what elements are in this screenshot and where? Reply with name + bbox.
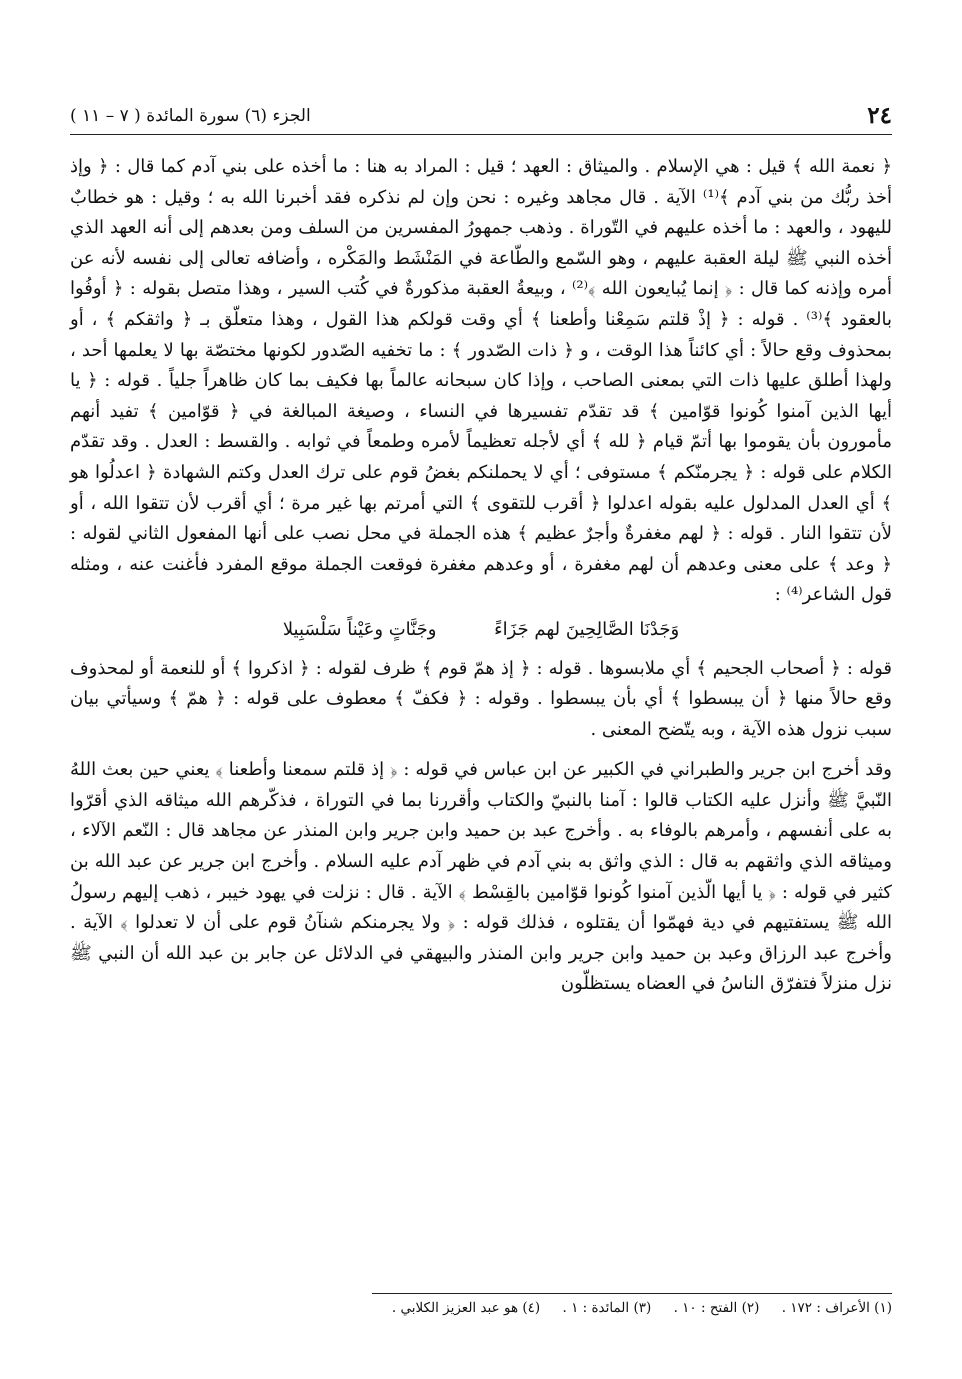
page-number: ٢٤	[867, 102, 892, 129]
verse-second-hemistich: وجَنَّاتٍ وعَيْناً سَلْسَبِيلا	[282, 618, 437, 640]
footnote-3: (٣) المائدة : ١ .	[562, 1300, 652, 1316]
footnote-4: (٤) هو عبد العزيز الكلابي .	[391, 1300, 541, 1316]
footnote-1: (١) الأعراف : ١٧٢ .	[781, 1300, 892, 1316]
footnotes	[70, 1300, 892, 1316]
poetry-verse	[70, 615, 892, 646]
verse-first-hemistich: وَجَدْنَا الصَّالِحِينَ لهم جَزَاءً	[494, 618, 680, 640]
footnote-divider	[372, 1293, 892, 1294]
paragraph-narrations: وقد أخرج ابن جرير والطبراني في الكبير عن ابن عباس في قوله : ﴿ إذ قلتم سمعنا وأطعنا ﴾ يعني حين بعث اللهُ النّبيَّ ﷺ وأنزل عليه الكتاب قالوا : آمنا بالنبيّ والكتاب وأقررنا بما في التوراة ، فذكّرهم الله ميثاقه الذي أقرّوا به على أنفسهم ، وأمرهم بالوفاء به . وأخرج عبد بن حميد وابن جرير وابن المنذر عن مجاهد قال : النّعم الآلاء ، وميثاقه الذي واثقهم به قال : الذي واثق به بني آدم في ظهر آدم عليه السلام . وأخرج ابن جرير عن عبد الله بن كثير في قوله : ﴿ يا أيها الّذين آمنوا كُونوا قوّامين بالقِسْط ﴾ الآية . قال : نزلت في يهود خيبر ، ذهب إليهم رسولُ الله ﷺ يستفتيهم في دية فهمّوا أن يقتلوه ، فذلك قوله : ﴿ ولا يجرمنكم شنآنُ قوم على أن لا تعدلوا ﴾ الآية . وأخرج عبد الرزاق وعبد بن حميد وابن جرير وابن المنذر والبيهقي في الدلائل عن جابر بن عبد الله أن النبي ﷺ نزل منزلاً فتفرّق الناسُ في العضاه يستظلّون	[70, 759, 892, 995]
running-title: الجزء (٦) سورة المائدة ( ٧ – ١١ )	[70, 106, 311, 126]
paragraph-commentary: ﴿ نعمة الله ﴾ قيل : هي الإسلام . والميثاق : العهد ؛ قيل : المراد به هنا : ما أخذه على بني آدم كما قال : ﴿ وإذ أخذ ربُّك من بني آدم ﴾⁽¹⁾ الآية . قال مجاهد وغيره : نحن وإن لم نذكره فقد أخبرنا الله به ؛ وقيل : هو خطابٌ لليهود ، والعهد : ما أخذه عليهم في التّوراة . وذهب جمهورُ المفسرين من السلف ومن بعدهم إلى أنه العهد الذي أخذه النبي ﷺ ليلة العقبة عليهم ، وهو السّمع والطّاعة في المَنْشَط والمَكْره ، وأضافه تعالى إلى نفسه لأنه عن أمره وإذنه كما قال : ﴿ إنما يُبايعون الله ﴾⁽²⁾ ، وبيعةُ العقبة مذكورةٌ في كُتب السير ، وهذا متصل بقوله : ﴿ أوفُوا بالعقود ﴾⁽³⁾ . قوله : ﴿ إذْ قلتم سَمِعْنا وأطعنا ﴾ أي وقت قولكم هذا القول ، وهذا متعلّق بـ ﴿ واثقكم ﴾ ، أو بمحذوف وقع حالاً : أي كائناً هذا الوقت ، و ﴿ ذات الصّدور ﴾ : ما تخفيه الصّدور لكونها مختصّة بها لا يعلمها أحد ، ولهذا أطلق عليها ذات التي بمعنى الصاحب ، وإذا كان سبحانه عالماً بها فكيف بما كان ظاهراً جلياً . قوله : ﴿ يا أيها الذين آمنوا كُونوا قوّامين ﴾ قد تقدّم تفسيرها في النساء ، وصيغة المبالغة في ﴿ قوّامين ﴾ تفيد أنهم مأمورون بأن يقوموا بها أتمّ قيام ﴿ لله ﴾ أي لأجله تعظيماً لأمره وطمعاً في ثوابه . والقسط : العدل . وقد تقدّم الكلام على قوله : ﴿ يجرمنّكم ﴾ مستوفى ؛ أي لا يحملنكم بغضُ قوم على ترك العدل وكتم الشهادة ﴿ اعدلُوا هو ﴾ أي العدل المدلول عليه بقوله اعدلوا ﴿ أقرب للتقوى ﴾ التي أمرتم بها غير مرة ؛ أي أقرب لأن تتقوا الله ، أو لأن تتقوا النار . قوله : ﴿ لهم مغفرةٌ وأجرٌ عظيم ﴾ هذه الجملة في محل نصب على أنها المفعول الثاني لقوله : ﴿ وعد ﴾ على معنى وعدهم أن لهم مغفرة ، أو وعدهم مغفرة فوقعت الجملة موقع المفرد فأغنت عنه ، ومثله قول الشاعر⁽⁴⁾ :	[70, 156, 892, 606]
paragraph-commentary-continued: قوله : ﴿ أصحاب الجحيم ﴾ أي ملابسوها . قوله : ﴿ إذ همّ قوم ﴾ ظرف لقوله : ﴿ اذكروا ﴾ أو للنعمة أو لمحذوف وقع حالاً منها ﴿ أن يبسطوا ﴾ أي بأن يبسطوا . وقوله : ﴿ فكفّ ﴾ معطوف على قوله : ﴿ همّ ﴾ وسيأتي بيان سبب نزول هذه الآية ، وبه يتّضح المعنى .	[70, 657, 892, 740]
page-header	[70, 100, 892, 135]
footnote-2: (٢) الفتح : ١٠ .	[673, 1300, 760, 1316]
page-body	[70, 152, 892, 1000]
